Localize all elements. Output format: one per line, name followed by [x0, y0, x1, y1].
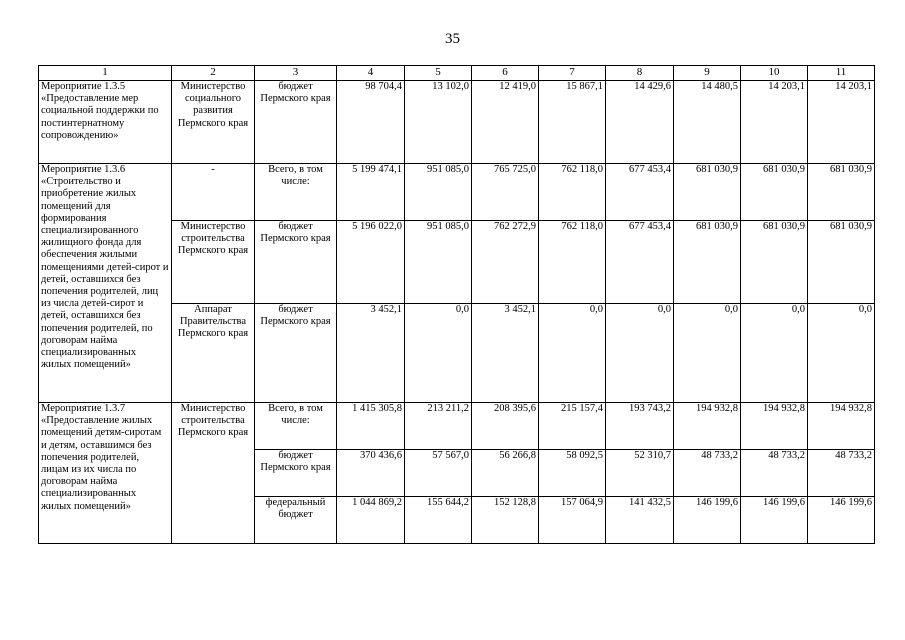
- source-cell: бюджет Пермского края: [255, 450, 337, 497]
- header-cell: 2: [172, 66, 255, 81]
- source-cell: Всего, в том числе:: [255, 403, 337, 450]
- value-cell: 14 429,6: [606, 81, 674, 164]
- source-cell: федеральный бюджет: [255, 497, 337, 544]
- value-cell: 208 395,6: [472, 403, 539, 450]
- table-row: [39, 81, 875, 164]
- executor-cell: Министерство строительства Пермского края: [172, 221, 255, 304]
- value-cell: 0,0: [405, 304, 472, 403]
- page-number: 35: [445, 31, 460, 47]
- value-cell: 146 199,6: [741, 497, 808, 544]
- value-cell: 57 567,0: [405, 450, 472, 497]
- value-cell: 14 203,1: [741, 81, 808, 164]
- header-row: [39, 66, 875, 81]
- value-cell: 0,0: [539, 304, 606, 403]
- value-cell: 98 704,4: [337, 81, 405, 164]
- value-cell: 15 867,1: [539, 81, 606, 164]
- executor-cell: Аппарат Правительства Пермского края: [172, 304, 255, 403]
- value-cell: 146 199,6: [808, 497, 875, 544]
- value-cell: 681 030,9: [741, 164, 808, 221]
- header-cell: 10: [741, 66, 808, 81]
- executor-cell: -: [172, 164, 255, 221]
- value-cell: 48 733,2: [674, 450, 741, 497]
- value-cell: 5 199 474,1: [337, 164, 405, 221]
- event-cell: Мероприятие 1.3.7 «Предоставление жилых помещений детям-сиротам и детям, оставшимся без попечения родителей, лицам из их числа по договорам найма специализированных жилых помещений»: [39, 403, 172, 544]
- value-cell: 194 932,8: [741, 403, 808, 450]
- value-cell: 1 044 869,2: [337, 497, 405, 544]
- header-cell: 11: [808, 66, 875, 81]
- value-cell: 152 128,8: [472, 497, 539, 544]
- value-cell: 215 157,4: [539, 403, 606, 450]
- value-cell: 0,0: [674, 304, 741, 403]
- value-cell: 762 272,9: [472, 221, 539, 304]
- executor-cell: Министерство социального развития Пермского края: [172, 81, 255, 164]
- source-cell: бюджет Пермского края: [255, 221, 337, 304]
- value-cell: 48 733,2: [808, 450, 875, 497]
- value-cell: 141 432,5: [606, 497, 674, 544]
- value-cell: 681 030,9: [674, 164, 741, 221]
- value-cell: 681 030,9: [674, 221, 741, 304]
- value-cell: 1 415 305,8: [337, 403, 405, 450]
- header-cell: 1: [39, 66, 172, 81]
- value-cell: 370 436,6: [337, 450, 405, 497]
- value-cell: 193 743,2: [606, 403, 674, 450]
- table-row: [39, 403, 875, 450]
- header-cell: 5: [405, 66, 472, 81]
- value-cell: 681 030,9: [808, 221, 875, 304]
- value-cell: 762 118,0: [539, 164, 606, 221]
- executor-cell: Министерство строительства Пермского края: [172, 403, 255, 544]
- header-cell: 6: [472, 66, 539, 81]
- table-row: [39, 164, 875, 221]
- value-cell: 681 030,9: [808, 164, 875, 221]
- header-cell: 7: [539, 66, 606, 81]
- value-cell: 0,0: [606, 304, 674, 403]
- value-cell: 48 733,2: [741, 450, 808, 497]
- event-cell: Мероприятие 1.3.5 «Предоставление мер социальной поддержки по постинтернатному сопровождению»: [39, 81, 172, 164]
- value-cell: 677 453,4: [606, 164, 674, 221]
- value-cell: 0,0: [808, 304, 875, 403]
- value-cell: 5 196 022,0: [337, 221, 405, 304]
- value-cell: 0,0: [741, 304, 808, 403]
- value-cell: 14 203,1: [808, 81, 875, 164]
- value-cell: 157 064,9: [539, 497, 606, 544]
- budget-table: [38, 65, 875, 544]
- header-cell: 3: [255, 66, 337, 81]
- value-cell: 12 419,0: [472, 81, 539, 164]
- value-cell: 52 310,7: [606, 450, 674, 497]
- value-cell: 951 085,0: [405, 164, 472, 221]
- header-cell: 4: [337, 66, 405, 81]
- value-cell: 951 085,0: [405, 221, 472, 304]
- value-cell: 14 480,5: [674, 81, 741, 164]
- event-cell: Мероприятие 1.3.6 «Строительство и приобретение жилых помещений для формирования специализированного жилищного фонда для обеспечения жилыми помещениями детей-сирот и детей, оставшихся без попечения родителей, лиц из числа детей-сирот и детей, оставшихся без попечения родителей, по договорам найма специализированных жилых помещений»: [39, 164, 172, 403]
- source-cell: Всего, в том числе:: [255, 164, 337, 221]
- source-cell: бюджет Пермского края: [255, 81, 337, 164]
- value-cell: 146 199,6: [674, 497, 741, 544]
- value-cell: 13 102,0: [405, 81, 472, 164]
- value-cell: 762 118,0: [539, 221, 606, 304]
- value-cell: 3 452,1: [337, 304, 405, 403]
- value-cell: 681 030,9: [741, 221, 808, 304]
- value-cell: 58 092,5: [539, 450, 606, 497]
- value-cell: 677 453,4: [606, 221, 674, 304]
- value-cell: 194 932,8: [808, 403, 875, 450]
- source-cell: бюджет Пермского края: [255, 304, 337, 403]
- value-cell: 56 266,8: [472, 450, 539, 497]
- value-cell: 213 211,2: [405, 403, 472, 450]
- header-cell: 8: [606, 66, 674, 81]
- value-cell: 155 644,2: [405, 497, 472, 544]
- value-cell: 765 725,0: [472, 164, 539, 221]
- value-cell: 3 452,1: [472, 304, 539, 403]
- value-cell: 194 932,8: [674, 403, 741, 450]
- header-cell: 9: [674, 66, 741, 81]
